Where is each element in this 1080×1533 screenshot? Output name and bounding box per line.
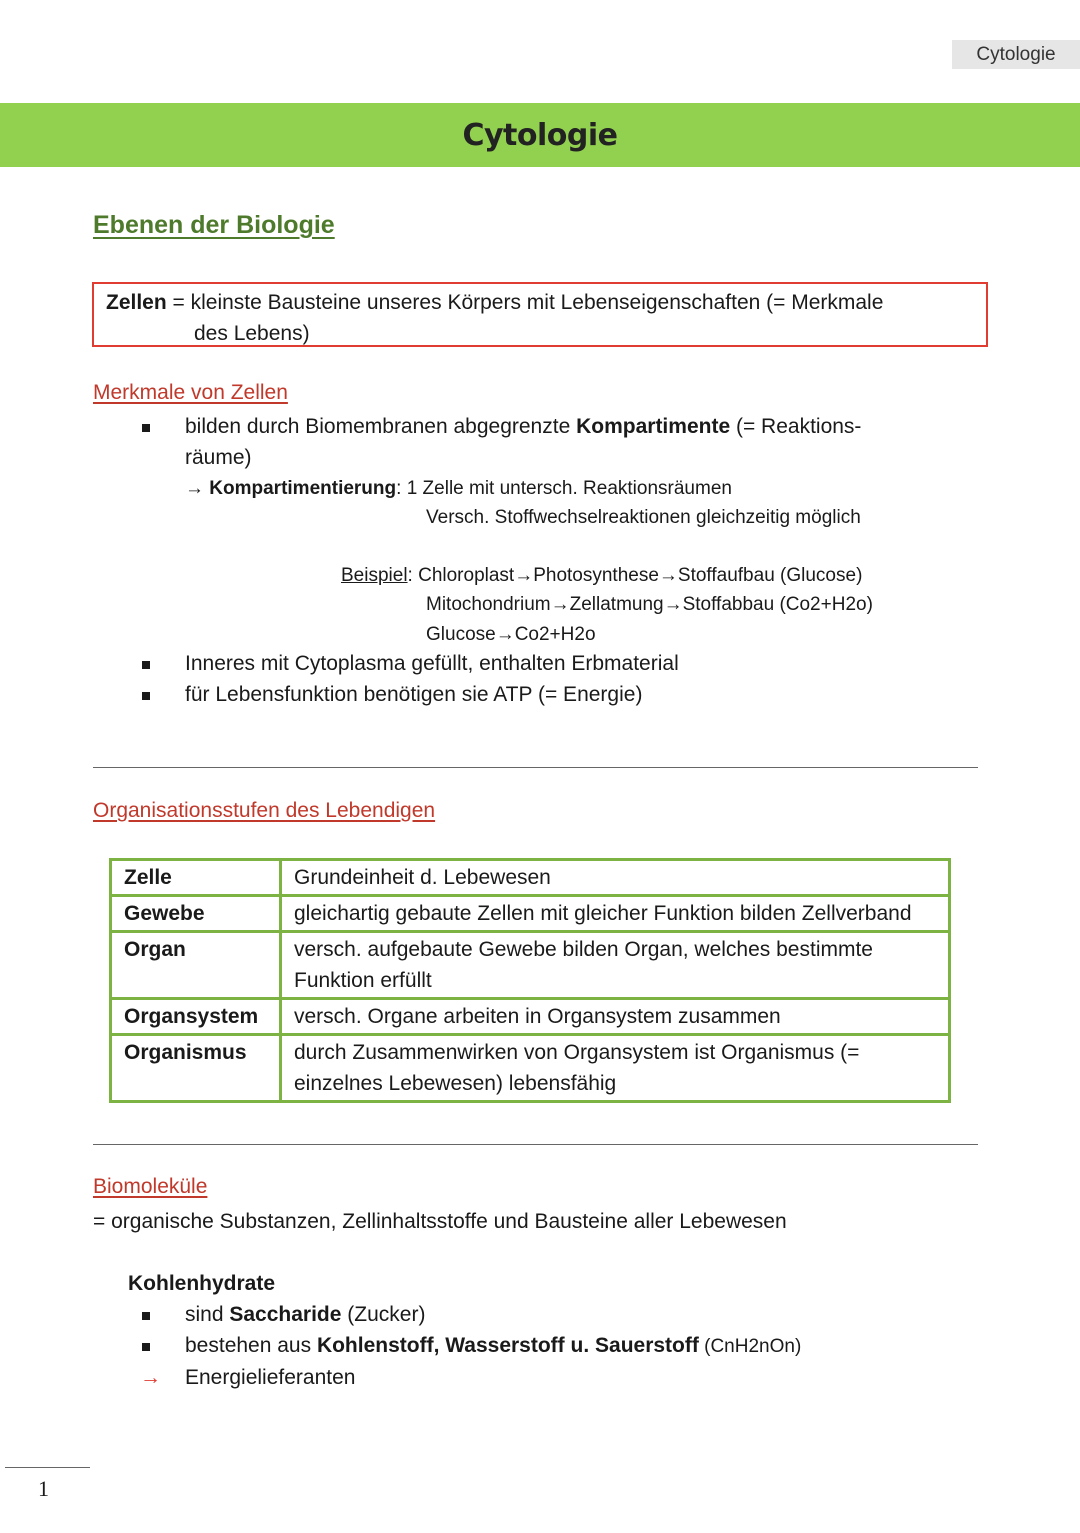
list-item-text: sind xyxy=(185,1303,230,1326)
list-item-text: räume) xyxy=(185,446,252,469)
table-row xyxy=(111,932,950,999)
energielieferanten-text: Energielieferanten xyxy=(185,1366,356,1389)
definition-line-2: des Lebens) xyxy=(194,322,310,345)
section-heading-ebenen: Ebenen der Biologie xyxy=(93,211,335,239)
table-cell-desc: durch Zusammenwirken von Organsystem ist Organismus (= einzelnes Lebewesen) lebensfähig xyxy=(281,1035,950,1102)
list-item xyxy=(142,411,861,473)
merkmale-list-2 xyxy=(142,648,679,710)
kompartimentierung-term: Kompartimentierung xyxy=(209,478,397,499)
table-cell-term: Zelle xyxy=(111,860,281,896)
page-title: Cytologie xyxy=(0,103,1080,167)
definition-text: = kleinste Bausteine unseres Körpers mit Lebenseigenschaften (= Merkmale xyxy=(166,291,884,314)
divider xyxy=(93,1144,978,1145)
table-row xyxy=(111,860,950,896)
table-row xyxy=(111,1035,950,1102)
list-item-formula: (CnH2nOn) xyxy=(698,1336,802,1357)
kohlenhydrate-list xyxy=(142,1299,801,1362)
header-topic-tag: Cytologie xyxy=(952,40,1080,69)
beispiel-line-3: Glucose→Co2+H2o xyxy=(426,624,596,645)
list-item-text: (Zucker) xyxy=(341,1303,426,1326)
merkmale-list xyxy=(142,411,861,473)
divider xyxy=(93,767,978,768)
kompartimentierung-line-2: Versch. Stoffwechselreaktionen gleichzeitig möglich xyxy=(426,507,861,528)
arrow-icon: → xyxy=(185,478,210,499)
beispiel-colon: : xyxy=(407,565,419,586)
footer-divider xyxy=(5,1467,90,1468)
list-item-text: (= Reaktions- xyxy=(730,415,862,438)
list-item-text: bestehen aus xyxy=(185,1334,317,1357)
list-item: für Lebensfunktion benötigen sie ATP (= Energie) xyxy=(142,679,679,710)
table-cell-desc: gleichartig gebaute Zellen mit gleicher Funktion bilden Zellverband xyxy=(281,896,950,932)
arrow-right-icon: → xyxy=(140,1366,161,1389)
list-item-bold: Saccharide xyxy=(229,1303,342,1326)
table-cell-desc: versch. Organe arbeiten in Organsystem zusammen xyxy=(281,999,950,1035)
table-row xyxy=(111,896,950,932)
list-item xyxy=(142,1299,801,1330)
list-item: Inneres mit Cytoplasma gefüllt, enthalten Erbmaterial xyxy=(142,648,679,679)
definition-box-zellen xyxy=(92,282,988,347)
organisation-table xyxy=(109,858,951,1103)
kohlenhydrate-heading: Kohlenhydrate xyxy=(128,1272,276,1295)
section-heading-organisation: Organisationsstufen des Lebendigen xyxy=(93,799,436,822)
definition-term: Zellen xyxy=(106,291,167,314)
definition-line-1 xyxy=(106,287,974,318)
section-heading-merkmale: Merkmale von Zellen xyxy=(93,381,288,404)
table-cell-term: Organsystem xyxy=(111,999,281,1035)
list-item xyxy=(142,1330,801,1362)
list-item-bold: Kompartimente xyxy=(576,415,731,438)
table-cell-desc: Grundeinheit d. Lebewesen xyxy=(281,860,950,896)
energielieferanten-line xyxy=(140,1362,356,1393)
beispiel-label: Beispiel xyxy=(341,565,408,586)
kompartimentierung-text: : 1 Zelle mit untersch. Reaktionsräumen xyxy=(396,478,732,499)
list-item-bold: Kohlenstoff, Wasserstoff u. Sauerstoff xyxy=(316,1334,699,1357)
kompartimentierung-line xyxy=(185,474,732,503)
page-number: 1 xyxy=(38,1476,49,1501)
section-heading-biomolekuele: Biomoleküle xyxy=(93,1175,208,1198)
table-row xyxy=(111,999,950,1035)
table-cell-term: Organ xyxy=(111,932,281,999)
table-cell-desc: versch. aufgebaute Gewebe bilden Organ, welches bestimmte Funktion erfüllt xyxy=(281,932,950,999)
biomolekuele-definition: = organische Substanzen, Zellinhaltsstoffe und Bausteine aller Lebewesen xyxy=(93,1210,787,1233)
beispiel-line-1 xyxy=(341,561,862,590)
list-item-text: bilden durch Biomembranen abgegrenzte xyxy=(185,415,577,438)
table-cell-term: Organismus xyxy=(111,1035,281,1102)
beispiel-line-2: Mitochondrium→Zellatmung→Stoffabbau (Co2+H2o) xyxy=(426,594,873,615)
beispiel-text: Chloroplast→Photosynthese→Stoffaufbau (Glucose) xyxy=(418,565,863,586)
table-cell-term: Gewebe xyxy=(111,896,281,932)
